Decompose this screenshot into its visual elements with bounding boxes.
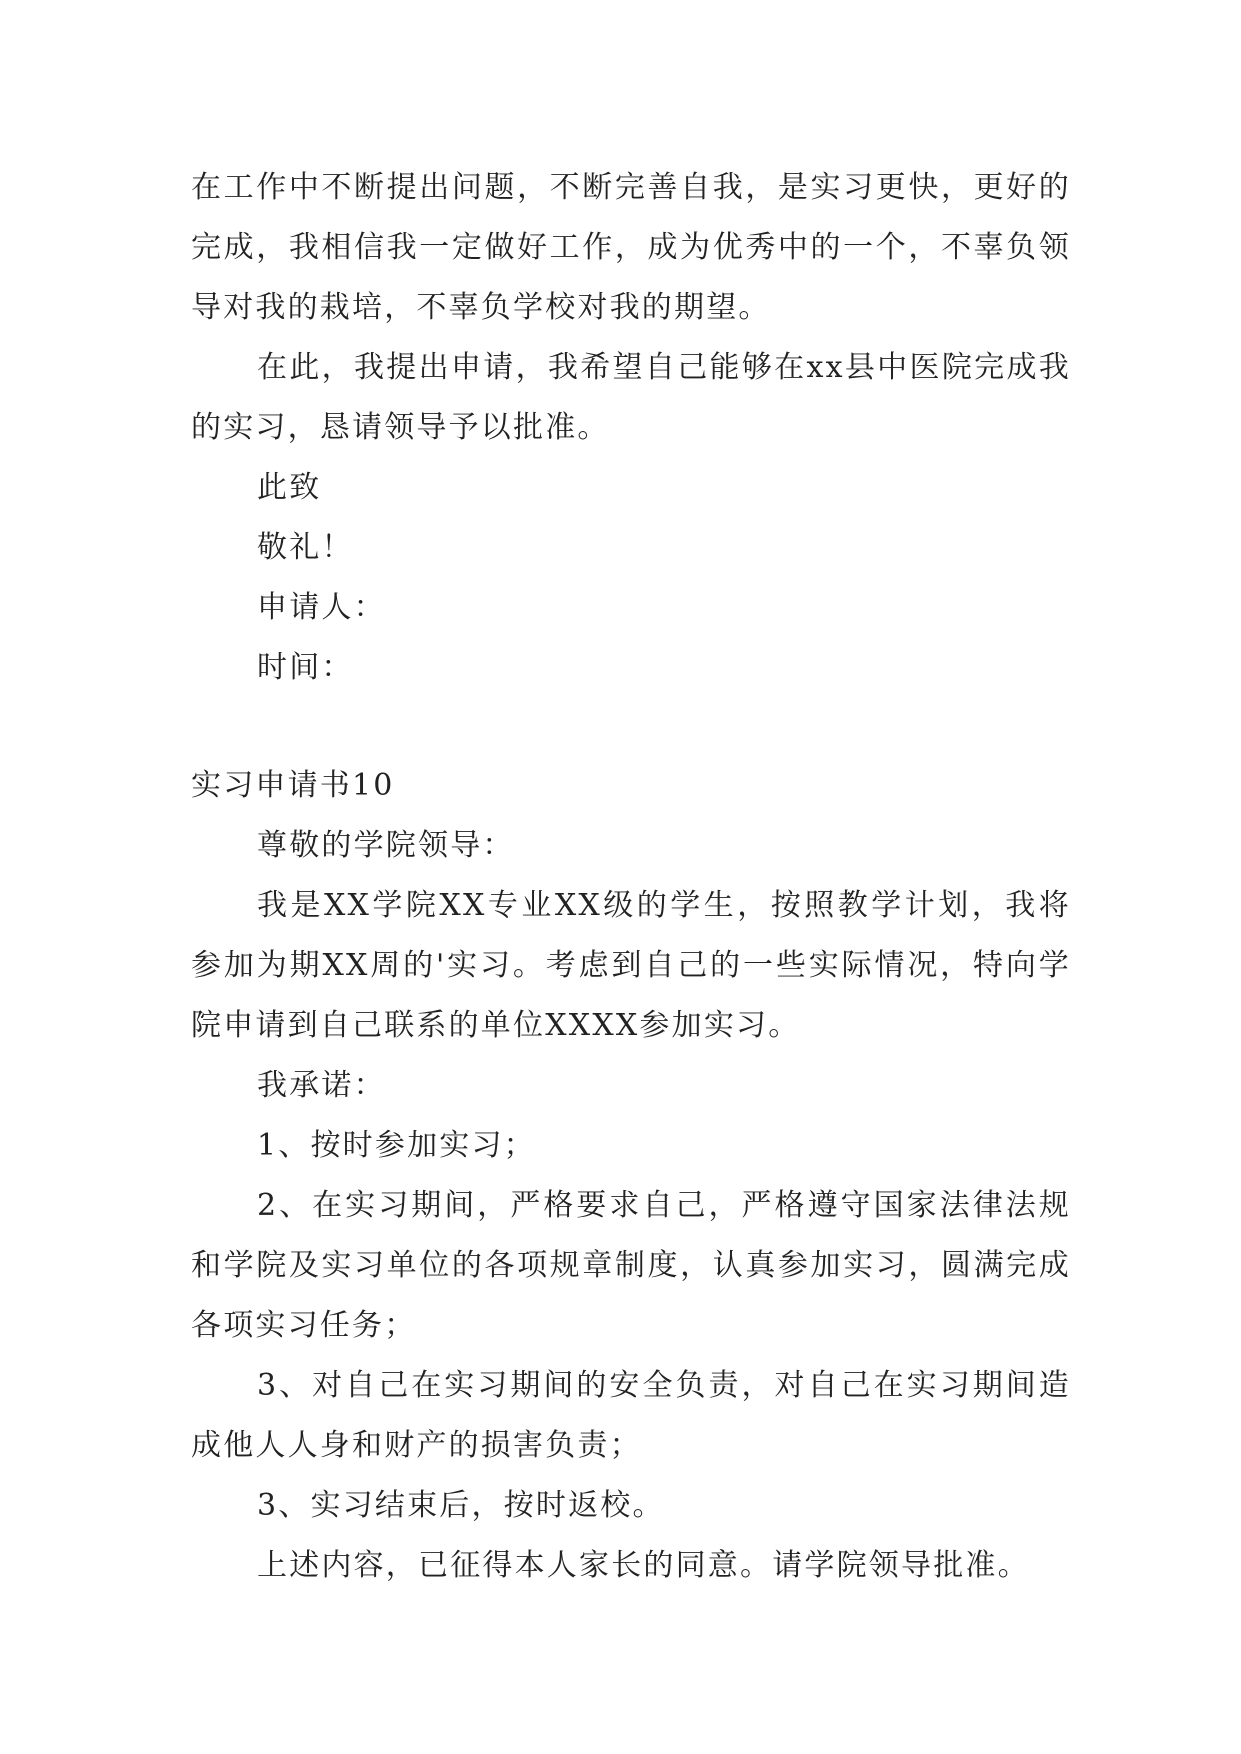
promise-heading: 我承诺：	[257, 1068, 386, 1103]
promise-item-3: 3、对自己在实习期间的安全负责，对自己在实习期间造成他人人身和财产的损害负责；	[191, 1368, 1071, 1463]
promise-item-4: 3、实习结束后，按时返校。	[257, 1488, 665, 1523]
closing-cizhi: 此致	[257, 470, 322, 505]
promise-item-1: 1、按时参加实习；	[257, 1128, 536, 1163]
date-label: 时间：	[257, 650, 354, 685]
closing-jingli: 敬礼！	[257, 530, 354, 565]
salutation: 尊敬的学院领导：	[257, 828, 515, 863]
paragraph-intro: 我是XX学院XX专业XX级的学生，按照教学计划，我将参加为期XX周的'实习。考虑到自己的一些实际情况，特向学院申请到自己联系的单位XXXX参加实习。	[191, 888, 1071, 1043]
paragraph-consent: 上述内容，已征得本人家长的同意。请学院领导批准。	[257, 1548, 1030, 1583]
document-body	[191, 158, 1071, 1596]
section-title: 实习申请书10	[191, 768, 395, 803]
section-spacer	[191, 698, 1071, 756]
paragraph-request: 在此，我提出申请，我希望自己能够在xx县中医院完成我的实习，恳请领导予以批准。	[191, 350, 1071, 445]
applicant-label: 申请人：	[257, 590, 386, 625]
promise-item-2: 2、在实习期间，严格要求自己，严格遵守国家法律法规和学院及实习单位的各项规章制度，认真参加实习，圆满完成各项实习任务；	[191, 1188, 1071, 1343]
paragraph-continuation: 在工作中不断提出问题，不断完善自我，是实习更快，更好的完成，我相信我一定做好工作，成为优秀中的一个，不辜负领导对我的栽培，不辜负学校对我的期望。	[191, 170, 1071, 325]
